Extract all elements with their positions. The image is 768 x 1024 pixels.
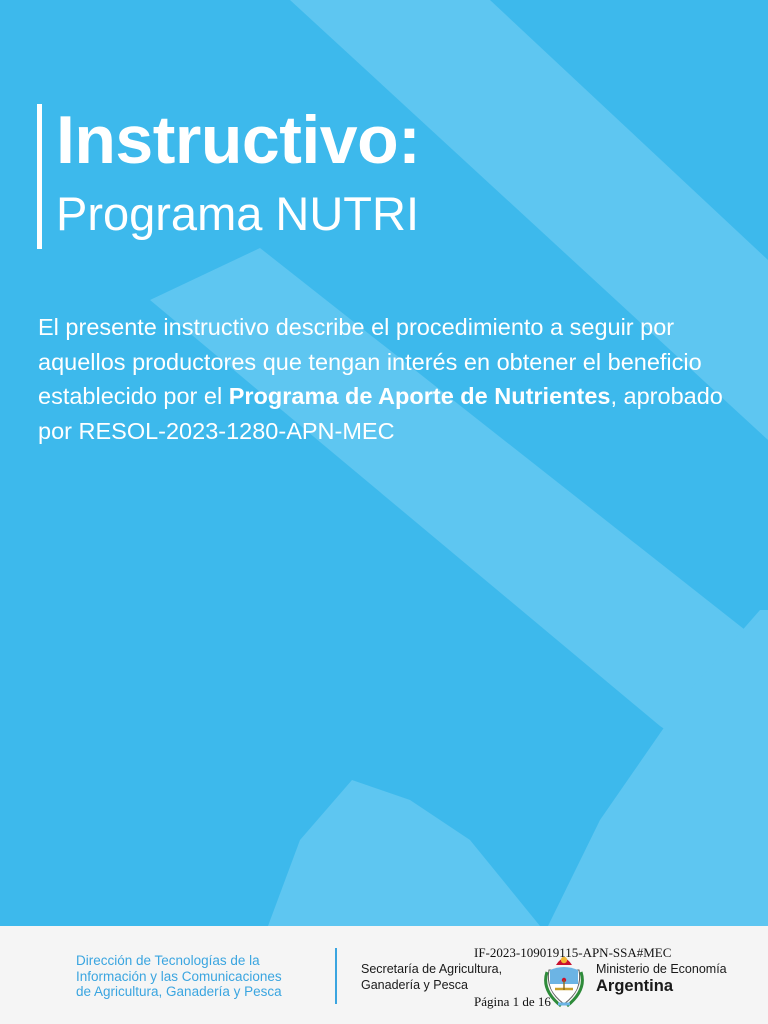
argentina-label: Argentina [596, 977, 674, 995]
footer-separator [335, 948, 337, 1004]
direccion-line-3: de Agricultura, Ganadería y Pesca [76, 984, 282, 999]
title-accent-bar [37, 104, 42, 249]
page-title: Instructivo: [56, 102, 421, 178]
document-id-stamp: IF-2023-109019115-APN-SSA#MEC [474, 945, 672, 960]
secretaria-line-2: Ganadería y Pesca [361, 978, 469, 992]
intro-text-part2: , aprobado por RESOL-2023-1280-APN-MEC [38, 383, 723, 444]
decorative-wedge-bottom [268, 780, 540, 926]
page-subtitle: Programa NUTRI [56, 187, 420, 240]
secretaria-block [361, 961, 502, 993]
intro-text-part1: El presente instructivo describe el procedimiento a seguir por aquellos productores que tengan interés en obtener el beneficio establecido por el [38, 314, 702, 409]
direccion-line-1: Dirección de Tecnologías de la [76, 953, 260, 968]
intro-paragraph [38, 310, 733, 448]
program-name-bold: Programa de Aporte de Nutrientes [228, 383, 611, 409]
secretaria-line-1: Secretaría de Agricultura, [361, 962, 503, 976]
page-number: Página 1 de 16 [474, 994, 551, 1009]
direccion-block [76, 953, 326, 1000]
direccion-line-2: Información y las Comunicaciones [76, 968, 282, 984]
ministerio-label: Ministerio de Economía [596, 962, 727, 976]
footer [0, 926, 768, 1024]
